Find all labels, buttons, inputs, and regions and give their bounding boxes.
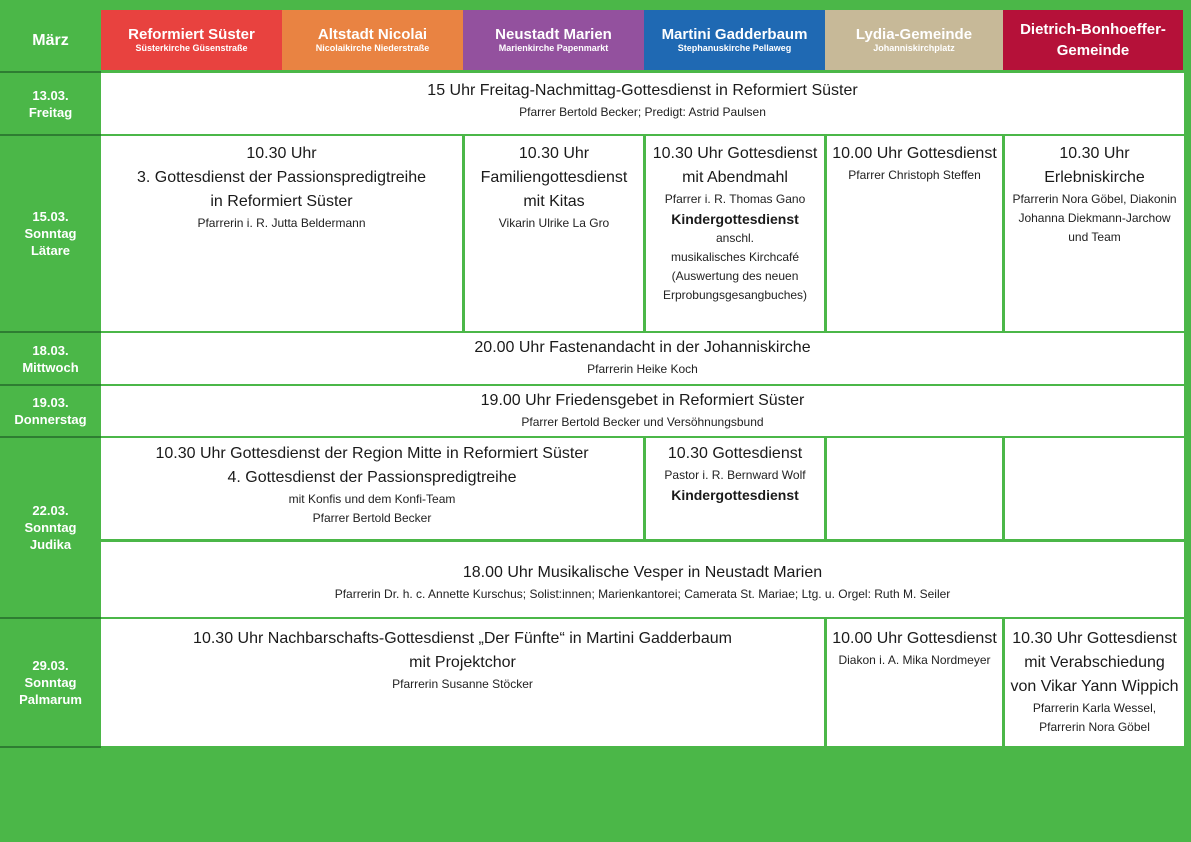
weekday-label: Sonntag (24, 675, 77, 690)
service-title: 4. Gottesdienst der Passionspredigtreihe (227, 469, 517, 486)
date-29-03 (0, 619, 101, 746)
service-15-03-lydia (827, 136, 1002, 331)
weekday-label: Sonntag (24, 520, 77, 535)
church-address: Johanniskirchplatz (873, 43, 955, 53)
church-address: Marienkirche Papenmarkt (498, 43, 609, 53)
service-22-03-lydia-empty (827, 438, 1002, 539)
service-info: Erprobungsgesangbuches) (662, 288, 808, 302)
service-info: Diakon i. A. Mika Nordmeyer (838, 653, 991, 667)
service-15-03-neustadt-marien (465, 136, 643, 331)
service-title: mit Verabschiedung (1024, 654, 1165, 671)
weekday-label: Freitag (28, 104, 73, 120)
congregation-name: Martini Gadderbaum (661, 26, 808, 43)
service-time: 10.30 Uhr (518, 145, 590, 162)
service-29-03-nachbarschaft (101, 619, 824, 746)
congregation-name: Lydia-Gemeinde (855, 26, 973, 43)
service-22-03-region-mitte (101, 438, 643, 539)
service-title: 18.00 Uhr Musikalische Vesper in Neustadt Marien (462, 564, 823, 581)
weekday-label: Donnerstag (14, 412, 87, 427)
service-info: anschl. (715, 231, 755, 245)
service-info: Johanna Diekmann-Jarchow (1018, 211, 1171, 225)
service-info: Pastor i. R. Bernward Wolf (664, 468, 806, 482)
service-15-03-dietrich-bonhoeffer (1005, 136, 1184, 331)
date-label: 15.03. (32, 209, 69, 224)
service-info: mit Konfis und dem Konfi-Team (288, 492, 456, 506)
date-18-03 (0, 333, 101, 384)
date-19-03 (0, 386, 101, 436)
service-title: 3. Gottesdienst der Passionspredigtreihe (136, 169, 427, 186)
service-title: 10.30 Gottesdienst (667, 445, 803, 462)
service-info: Pfarrerin Nora Göbel, Diakonin (1012, 192, 1177, 206)
date-13-03 (0, 73, 101, 134)
service-info: Pfarrerin Dr. h. c. Annette Kurschus; Solist:innen; Marienkantorei; Camerata St. Mariae; Ltg. u. Orgel: Ruth M. Seiler (334, 587, 951, 601)
service-title: mit Abendmahl (682, 169, 788, 186)
date-label: 19.03. (32, 395, 69, 410)
church-address: Nicolaikirche Niederstraße (315, 43, 430, 53)
church-address: Stephanuskirche Pellaweg (677, 43, 792, 53)
kids-service-label: Kindergottesdienst (671, 487, 799, 503)
service-info: Pfarrer Bertold Becker und Versöhnungsbund (521, 415, 764, 429)
weekday-label: Sonntag (24, 226, 77, 241)
month-header (0, 10, 101, 70)
header-lydia-gemeinde (825, 10, 1003, 70)
congregation-name: Reformiert Süster (128, 26, 255, 43)
divider (0, 746, 101, 748)
date-label: 13.03. (32, 87, 69, 103)
service-info: Pfarrerin Heike Koch (587, 362, 698, 376)
month-label: März (32, 31, 69, 49)
service-title: 19.00 Uhr Friedensgebet in Reformiert Süster (480, 392, 805, 409)
service-title: in Reformiert Süster (210, 193, 353, 210)
sunday-name: Judika (29, 537, 72, 552)
date-label: 29.03. (32, 658, 69, 673)
header-dietrich-bonhoeffer (1003, 10, 1183, 70)
date-label: 22.03. (32, 503, 69, 518)
service-13-03 (101, 73, 1184, 134)
service-19-03 (101, 386, 1184, 436)
service-title: Erlebniskirche (1044, 169, 1145, 186)
service-title: 15 Uhr Freitag-Nachmittag-Gottesdienst in Reformiert Süster (427, 82, 858, 99)
service-info: Pfarrer Bertold Becker (312, 511, 432, 525)
header-reformiert-suester (101, 10, 282, 70)
service-22-03-vesper (101, 542, 1184, 617)
sunday-name: Lätare (30, 243, 71, 258)
service-title: 10.30 Uhr Gottesdienst der Region Mitte in Reformiert Süster (155, 445, 589, 462)
service-22-03-martini-gadderbaum (646, 438, 824, 539)
service-info: Pfarrerin Karla Wessel, (1032, 701, 1157, 715)
service-title: 10.00 Uhr Gottesdienst (832, 630, 997, 647)
service-info: Vikarin Ulrike La Gro (498, 216, 610, 230)
service-29-03-dietrich-bonhoeffer (1005, 619, 1184, 746)
service-title: von Vikar Yann Wippich (1010, 678, 1179, 695)
service-title: 10.30 Uhr Gottesdienst (1012, 630, 1177, 647)
header-martini-gadderbaum (644, 10, 825, 70)
header-neustadt-marien (463, 10, 644, 70)
service-18-03 (101, 333, 1184, 384)
service-title: 10.00 Uhr Gottesdienst (832, 145, 997, 162)
church-address: Süsterkirche Güsenstraße (135, 43, 248, 53)
date-22-03 (0, 438, 101, 617)
sunday-name: Palmarum (19, 692, 82, 707)
congregation-name: Dietrich-Bonhoeffer-Gemeinde (1020, 21, 1166, 59)
service-time: 10.30 Uhr (1059, 145, 1130, 162)
service-title: Familiengottesdienst (480, 169, 628, 186)
service-title: 10.30 Uhr Gottesdienst (652, 145, 818, 162)
service-title: 20.00 Uhr Fastenandacht in der Johanniskirche (474, 339, 811, 356)
service-info: Pfarrer Christoph Steffen (848, 168, 981, 182)
congregation-name: Neustadt Marien (495, 26, 612, 43)
header-altstadt-nicolai (282, 10, 463, 70)
service-info: musikalisches Kirchcafé (670, 250, 800, 264)
service-info: Pfarrerin i. R. Jutta Beldermann (197, 216, 366, 230)
service-22-03-bonhoeffer-empty (1005, 438, 1184, 539)
service-info: Pfarrerin Susanne Stöcker (392, 677, 533, 691)
weekday-label: Mittwoch (22, 359, 79, 375)
service-title: 10.30 Uhr Nachbarschafts-Gottesdienst „Der Fünfte“ in Martini Gadderbaum (193, 630, 732, 647)
congregation-name: Altstadt Nicolai (317, 26, 428, 43)
service-info: Pfarrer i. R. Thomas Gano (664, 192, 806, 206)
service-info: (Auswertung des neuen (671, 269, 799, 283)
date-15-03 (0, 136, 101, 331)
service-15-03-reformiert-suester (101, 136, 462, 331)
date-label: 18.03. (32, 342, 69, 358)
service-15-03-martini-gadderbaum (646, 136, 824, 331)
service-time: 10.30 Uhr (246, 145, 317, 162)
service-info: und Team (1068, 230, 1121, 244)
service-title: mit Kitas (523, 193, 585, 210)
service-info: Pfarrer Bertold Becker; Predigt: Astrid Paulsen (519, 105, 766, 119)
kids-service-label: Kindergottesdienst (671, 211, 799, 227)
service-29-03-lydia (827, 619, 1002, 746)
service-info: Pfarrerin Nora Göbel (1039, 720, 1150, 734)
service-title: mit Projektchor (409, 654, 516, 671)
